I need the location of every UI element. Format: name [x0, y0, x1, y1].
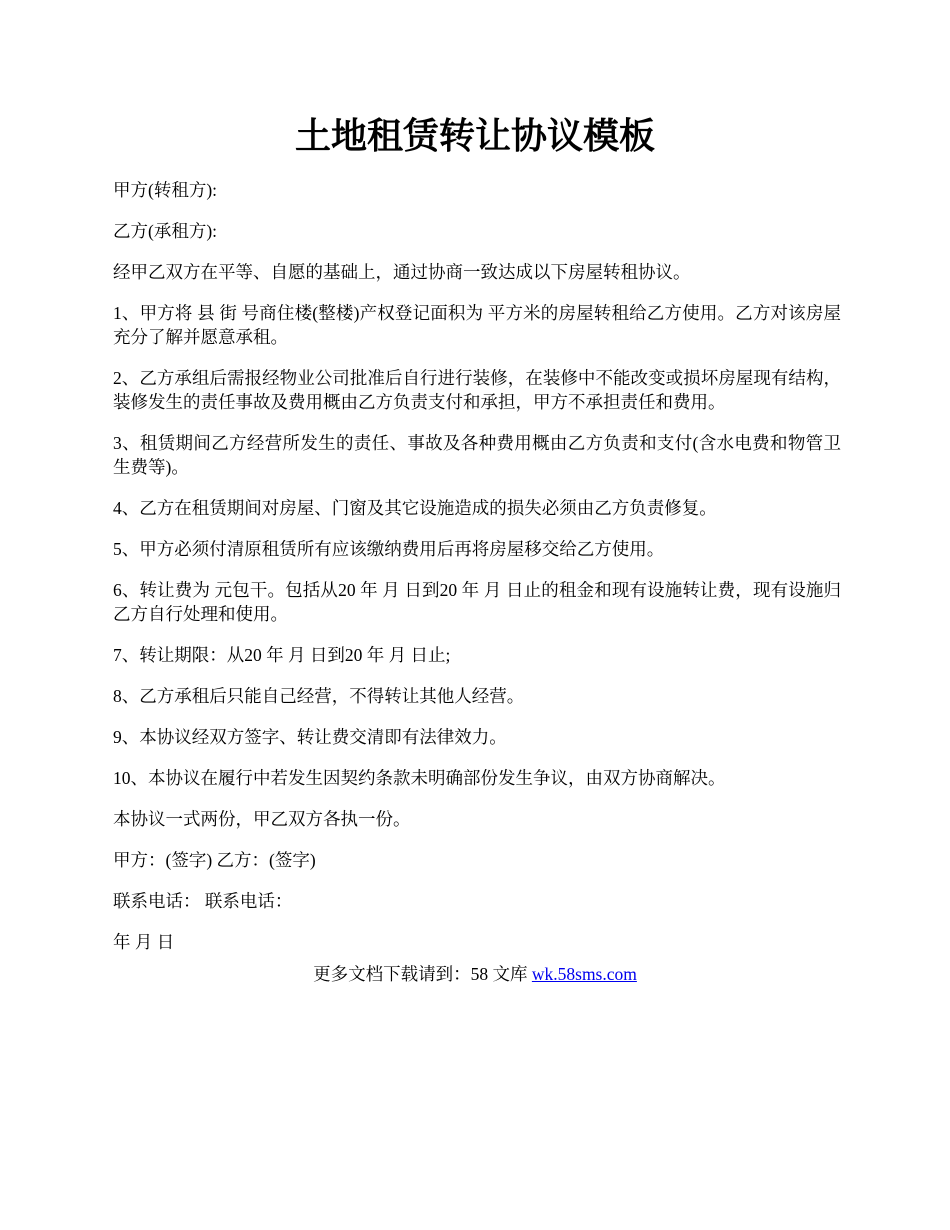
clause-7: 7、转让期限：从20 年 月 日到20 年 月 日止;: [113, 645, 451, 665]
clause-10: 10、本协议在履行中若发生因契约条款未明确部份发生争议，由双方协商解决。: [113, 768, 726, 788]
footer-text: 更多文档下载请到：58 文库: [313, 964, 532, 984]
clause-8: 8、乙方承租后只能自己经营，不得转让其他人经营。: [113, 686, 525, 706]
date-line: 年 月 日: [113, 932, 175, 952]
document-title: 土地租赁转让协议模板: [294, 116, 655, 156]
clause-3: 3、租赁期间乙方经营所发生的责任、事故及各种费用概由乙方负责和支付(含水电费和物管卫生费等)。: [113, 433, 841, 477]
party-a-line: 甲方(转租方):: [113, 180, 218, 200]
clause-2: 2、乙方承组后需报经物业公司批准后自行进行装修，在装修中不能改变或损坏房屋现有结构，装修发生的责任事故及费用概由乙方负责支付和承担，甲方不承担责任和费用。: [113, 368, 841, 412]
preamble: 经甲乙双方在平等、自愿的基础上，通过协商一致达成以下房屋转租协议。: [113, 262, 691, 282]
clause-1: 1、甲方将 县 街 号商住楼(整楼)产权登记面积为 平方米的房屋转租给乙方使用。乙方对该房屋充分了解并愿意承租。: [113, 303, 841, 347]
copies-note: 本协议一式两份，甲乙双方各执一份。: [113, 809, 411, 829]
contact-line: 联系电话： 联系电话：: [113, 891, 293, 911]
clause-6: 6、转让费为 元包干。包括从20 年 月 日到20 年 月 日止的租金和现有设施转让费，现有设施归乙方自行处理和使用。: [113, 580, 841, 624]
clause-9: 9、本协议经双方签字、转让费交清即有法律效力。: [113, 727, 507, 747]
document-body: [113, 178, 841, 971]
download-footer: [0, 962, 950, 986]
footer-link[interactable]: wk.58sms.com: [531, 964, 637, 984]
signature-line: 甲方：(签字) 乙方：(签字): [113, 850, 316, 870]
clause-4: 4、乙方在租赁期间对房屋、门窗及其它设施造成的损失必须由乙方负责修复。: [113, 498, 717, 518]
clause-5: 5、甲方必须付清原租赁所有应该缴纳费用后再将房屋移交给乙方使用。: [113, 539, 665, 559]
party-b-line: 乙方(承租方):: [113, 221, 218, 241]
